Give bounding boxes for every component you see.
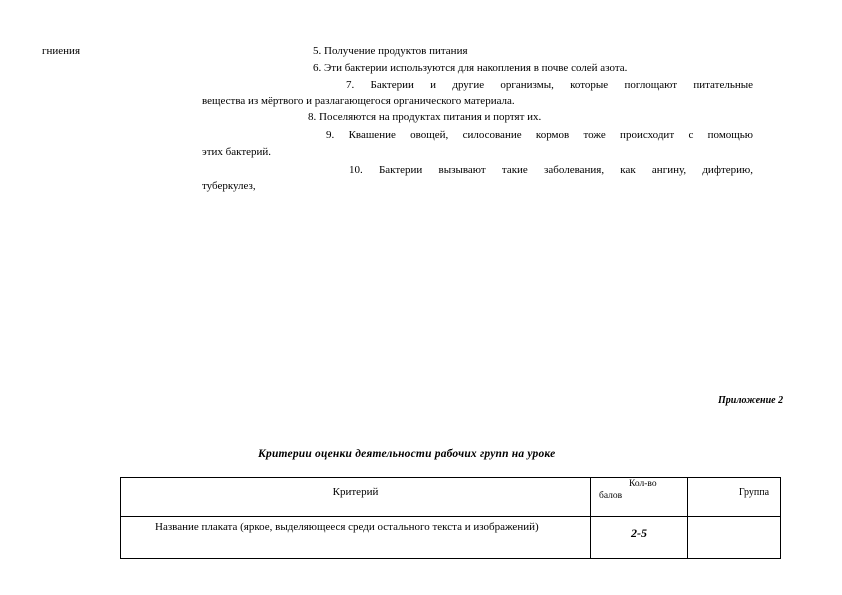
list-item-9-line1: 9. Квашение овощей, силосование кормов тоже происходит с помощью [326, 129, 753, 141]
header-group: Группа [688, 478, 781, 517]
list-item-10-line2: туберкулез, [202, 180, 256, 192]
row-points: 2-5 [591, 517, 688, 559]
list-item-9-line2: этих бактерий. [202, 146, 272, 158]
criteria-table [120, 477, 781, 559]
table-row [121, 517, 781, 559]
table-header-row [121, 478, 781, 517]
list-item-7-line2: вещества из мёртвого и разлагающегося органического материала. [202, 95, 515, 107]
appendix-label: Приложение 2 [718, 395, 784, 406]
list-item-7-line1: 7. Бактерии и другие организмы, которые поглощают питательные [346, 79, 753, 91]
header-points [591, 478, 688, 517]
list-item-6: 6. Эти бактерии используются для накопления в почве солей азота. [313, 62, 628, 74]
header-points-line1: Кол-во [629, 479, 657, 489]
list-item-10-line1: 10. Бактерии вызывают такие заболевания, как ангину, дифтерию, [349, 164, 753, 176]
text-fragment-rotting: гниения [42, 45, 81, 57]
row-criterion: Название плаката (яркое, выделяющееся среди остального текста и изображений) [121, 517, 591, 559]
list-item-8: 8. Поселяются на продуктах питания и портят их. [308, 111, 542, 123]
row-group [688, 517, 781, 559]
table-title: Критерии оценки деятельности рабочих групп на уроке [258, 448, 556, 460]
header-criterion: Критерий [121, 478, 591, 517]
list-item-5: 5. Получение продуктов питания [313, 45, 468, 57]
header-points-line2: балов [599, 491, 623, 501]
